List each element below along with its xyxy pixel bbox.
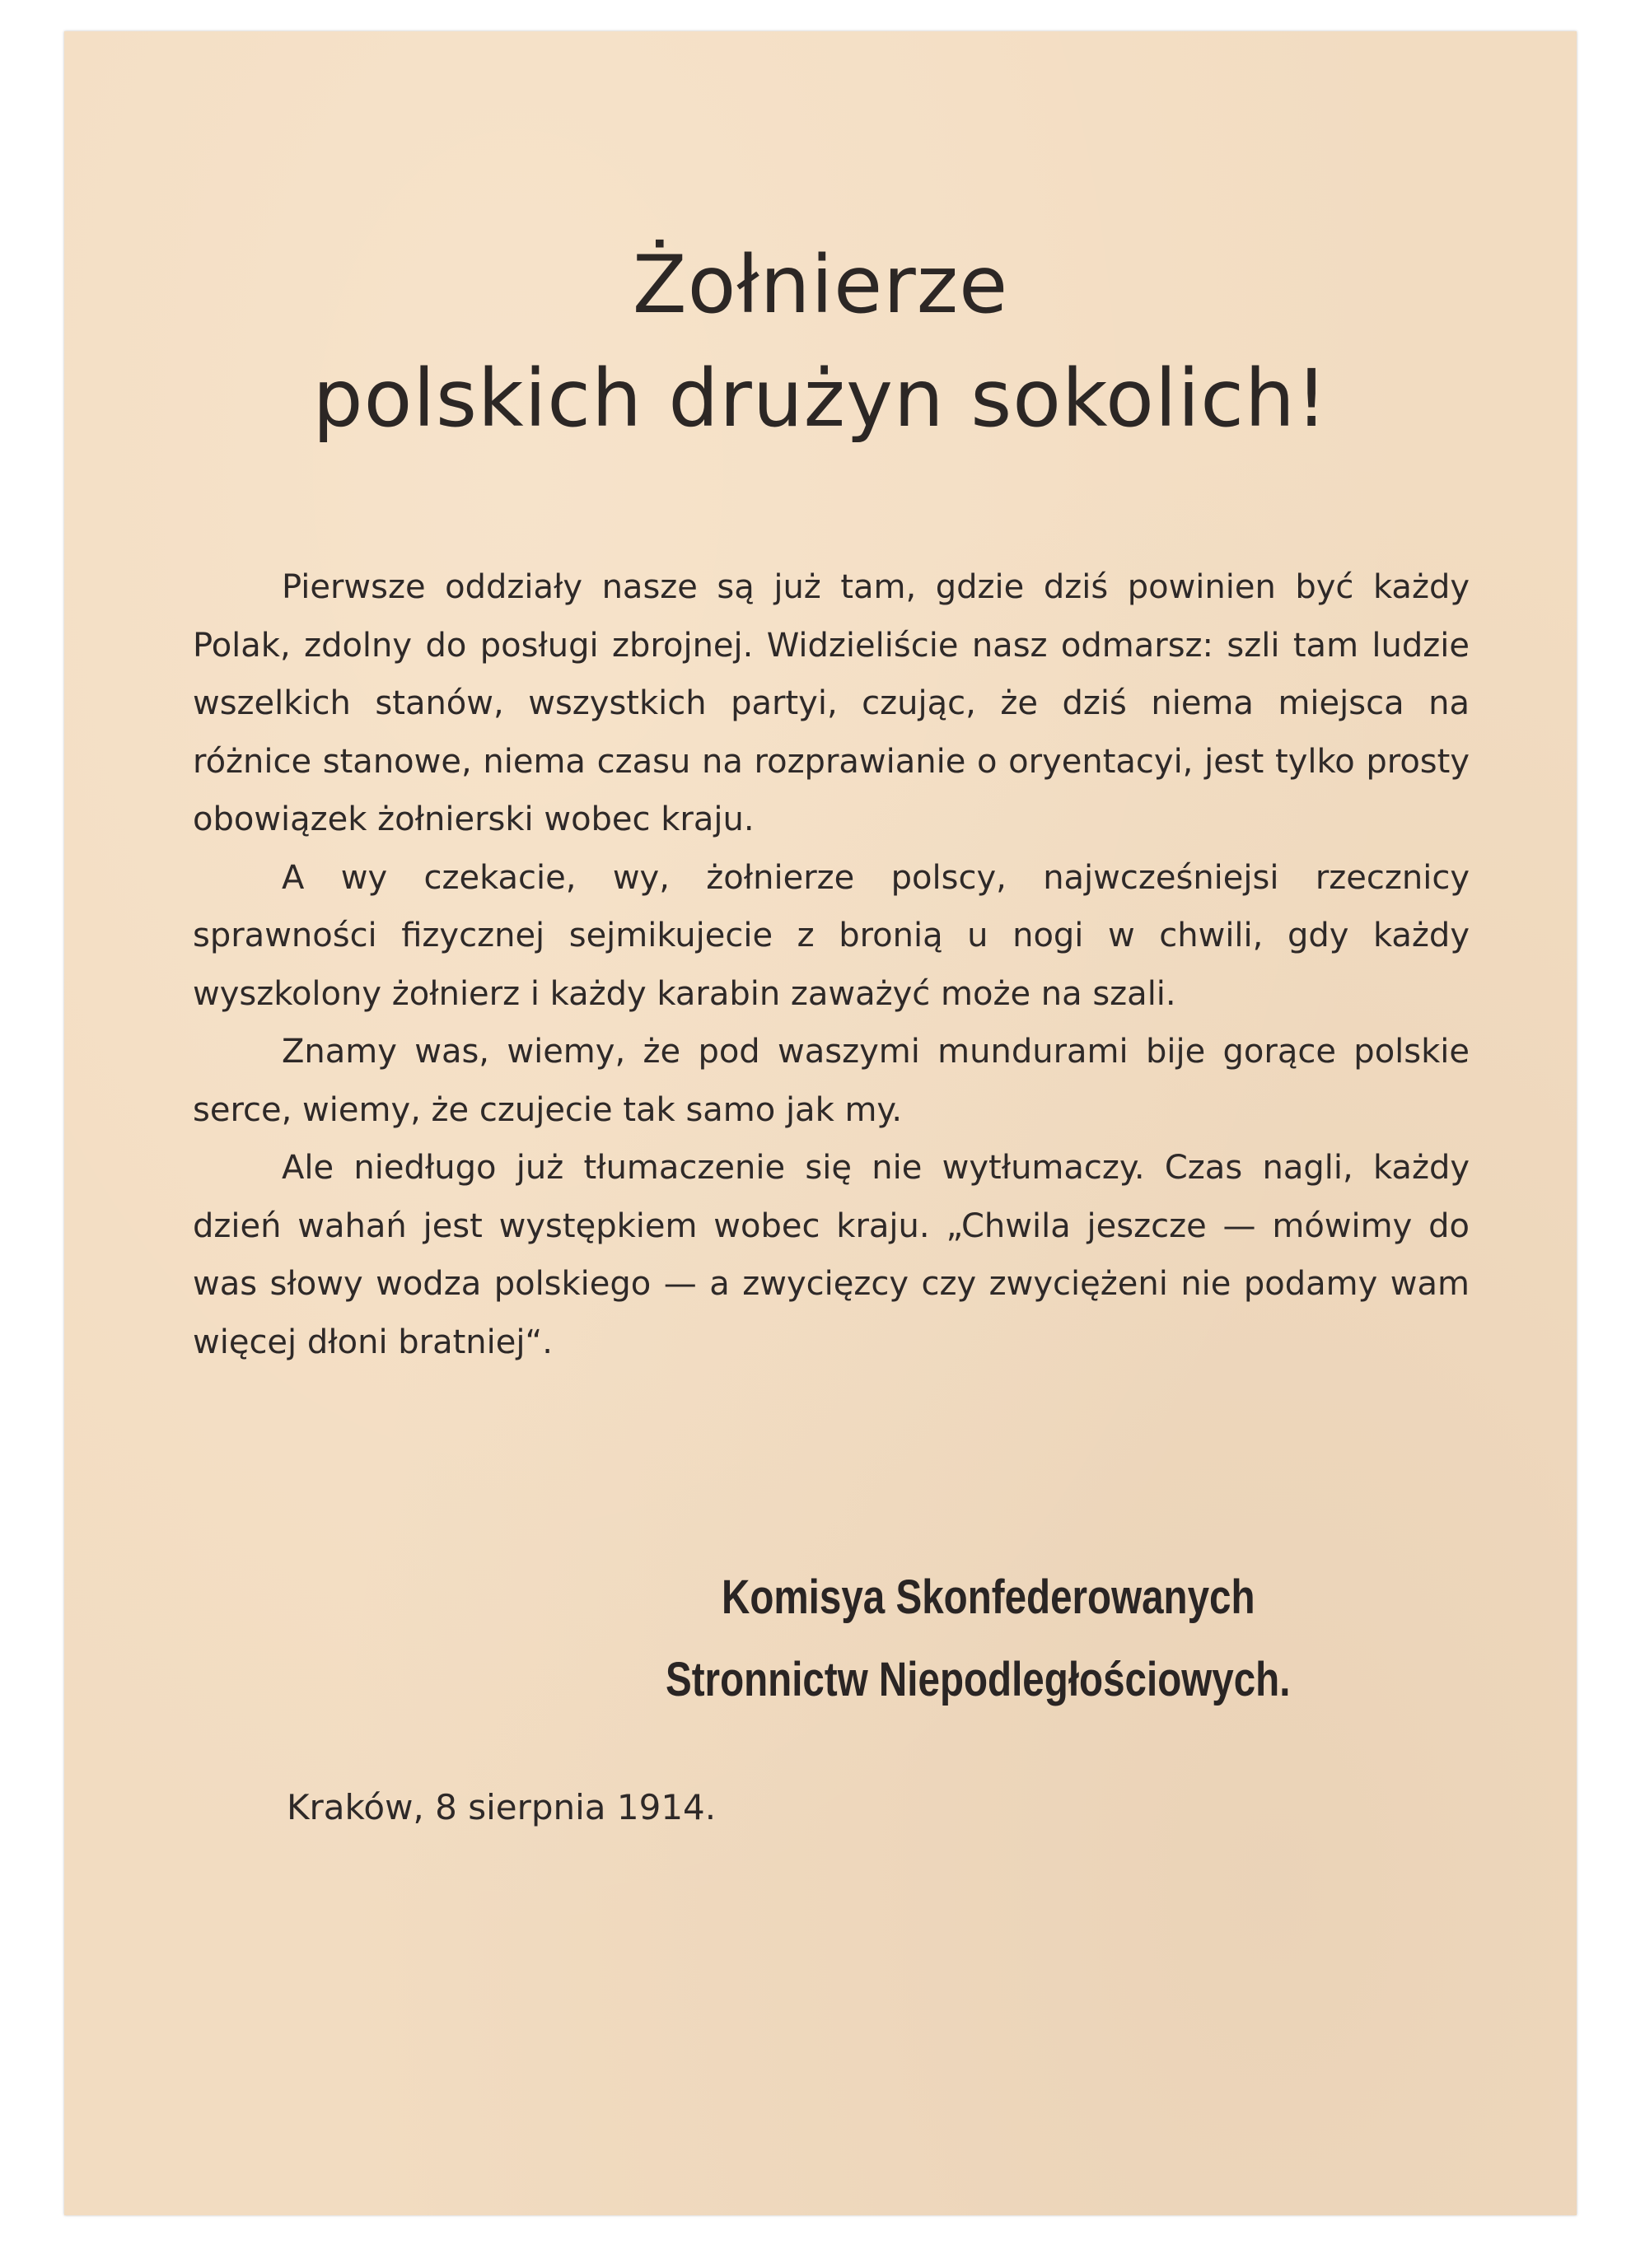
place-date: Kraków, 8 sierpnia 1914. bbox=[287, 1787, 717, 1827]
body-text bbox=[193, 558, 1470, 1371]
paragraph-3: Znamy was, wiemy, że pod waszymi mundurami bije gorące polskie serce, wiemy, że czujecie tak samo jak my. bbox=[193, 1033, 1470, 1129]
title-line-2: polskich drużyn sokolich! bbox=[312, 352, 1329, 445]
paragraph-4: Ale niedługo już tłumaczenie się nie wytłumaczy. Czas nagli, każdy dzień wahań jest występkiem wobec kraju. „Chwila jeszcze — mówimy do was słowy wodza polskiego — a zwycięzcy czy zwyciężeni nie podamy wam więcej dłoni bratniej“. bbox=[193, 1149, 1470, 1361]
leaflet-page bbox=[64, 31, 1577, 2215]
signature-line-2: Stronnictw Niepodległościowych. bbox=[666, 1653, 1291, 1706]
title-line-1: Żołnierze bbox=[632, 239, 1009, 331]
paragraph-1: Pierwsze oddziały nasze są już tam, gdzie dziś powinien być każdy Polak, zdolny do posługi zbrojnej. Widzieliście nasz odmarsz: szli tam ludzie wszelkich stanów, wszystkich partyi, czując, że dziś niema miejsca na różnice stanowe, niema czasu na rozprawianie o oryentacyi, jest tylko prosty obowiązek żołnierski wobec kraju. bbox=[193, 568, 1470, 838]
paragraph-2: A wy czekacie, wy, żołnierze polscy, najwcześniejsi rzecznicy sprawności fizycznej sejmikujecie z bronią u nogi w chwili, gdy każdy wyszkolony żołnierz i każdy karabin zaważyć może na szali. bbox=[193, 858, 1470, 1013]
signature-line-1: Komisya Skonfederowanych bbox=[722, 1570, 1255, 1624]
